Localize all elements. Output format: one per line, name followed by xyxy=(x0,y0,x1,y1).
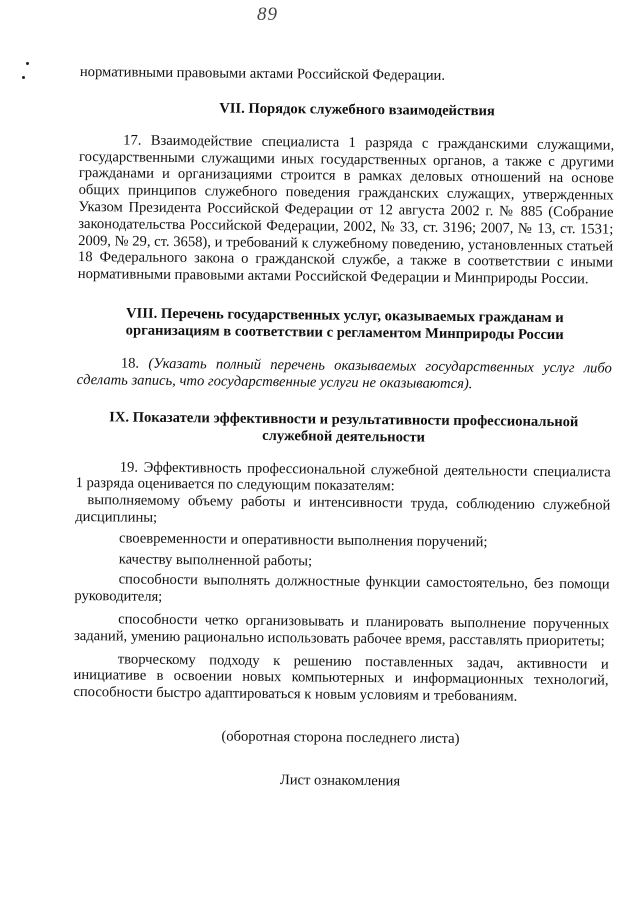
indicator-item: качеству выполненной работы; xyxy=(118,550,313,570)
section-9-heading xyxy=(76,409,611,449)
page-number: 89 xyxy=(257,4,278,25)
indicator-item: способности четко организовывать и планировать выполнение порученных заданий, умению рационально использовать рабочее время, расставлять приоритеты; xyxy=(73,611,610,650)
paragraph-18-text: (Указать полный перечень оказываемых государственных услуг либо сделать запись, что государственные услуги не оказываются). xyxy=(76,355,612,392)
paragraph-18 xyxy=(77,355,612,394)
section-8-heading-line1: VIII. Перечень государственных услуг, оказываемых гражданам и xyxy=(125,305,564,327)
section-8-heading xyxy=(77,305,612,345)
section-7-heading: VII. Порядок служебного взаимодействия xyxy=(219,100,495,120)
scan-speck xyxy=(26,62,29,65)
familiarization-title: Лист ознакомления xyxy=(279,771,401,790)
paragraph-17: 17. Взаимодействие специалиста 1 разряда с гражданскими служащими, государственными служащими иных государственных органов, а также с другими гражданами и организациями строится в рамках деловых отношений на основе общих принципов служебного поведения гражданских служащих, утвержденных Указом Президента Российской Федерации от 12 августа 2002 г. № 885 (Собрание законодательства Российской Федерации, 2002, № 33, ст. 3196; 2007, № 13, ст. 1531; 2009, № 29, ст. 3658), и требований к служебному поведению, установленных статьей 18 Федерального закона о гражданской службе, а также в соответствии с иными нормативными правовыми актами Российской Федерации и Минприроды России. xyxy=(77,132,615,288)
document-body xyxy=(72,64,615,792)
scan-speck xyxy=(22,76,25,79)
paragraph-19: 19. Эффективность профессиональной служебной деятельности специалиста 1 разряда оценивается по следующим показателям: xyxy=(75,459,611,495)
indicator-item: творческому подходу к решению поставленных задач, активности и инициативе в освоении новых компьютерных и информационных технологий, способности быстро адаптироваться к новым условиям и требованиям. xyxy=(73,650,609,705)
indicator-item: выполняемому объему работы и интенсивности труда, соблюдению служебной дисциплины; xyxy=(75,492,611,526)
paragraph-18-number: 18. xyxy=(120,355,140,372)
indicator-item: своевременности и оперативности выполнения поручений; xyxy=(118,530,488,551)
intro-line: нормативными правовыми актами Российской Федерации. xyxy=(79,64,446,84)
indicator-item: способности выполнять должностные функции самостоятельно, без помощи руководителя; xyxy=(74,571,610,606)
section-9-heading-line1: IX. Показатели эффективности и результативности профессиональной xyxy=(109,408,579,430)
section-9-heading-line2: служебной деятельности xyxy=(262,427,426,446)
reverse-side-note: (оборотная сторона последнего листа) xyxy=(221,728,460,747)
section-8-heading-line2: организациям в соответствии с регламентом Минприроды России xyxy=(125,322,564,344)
